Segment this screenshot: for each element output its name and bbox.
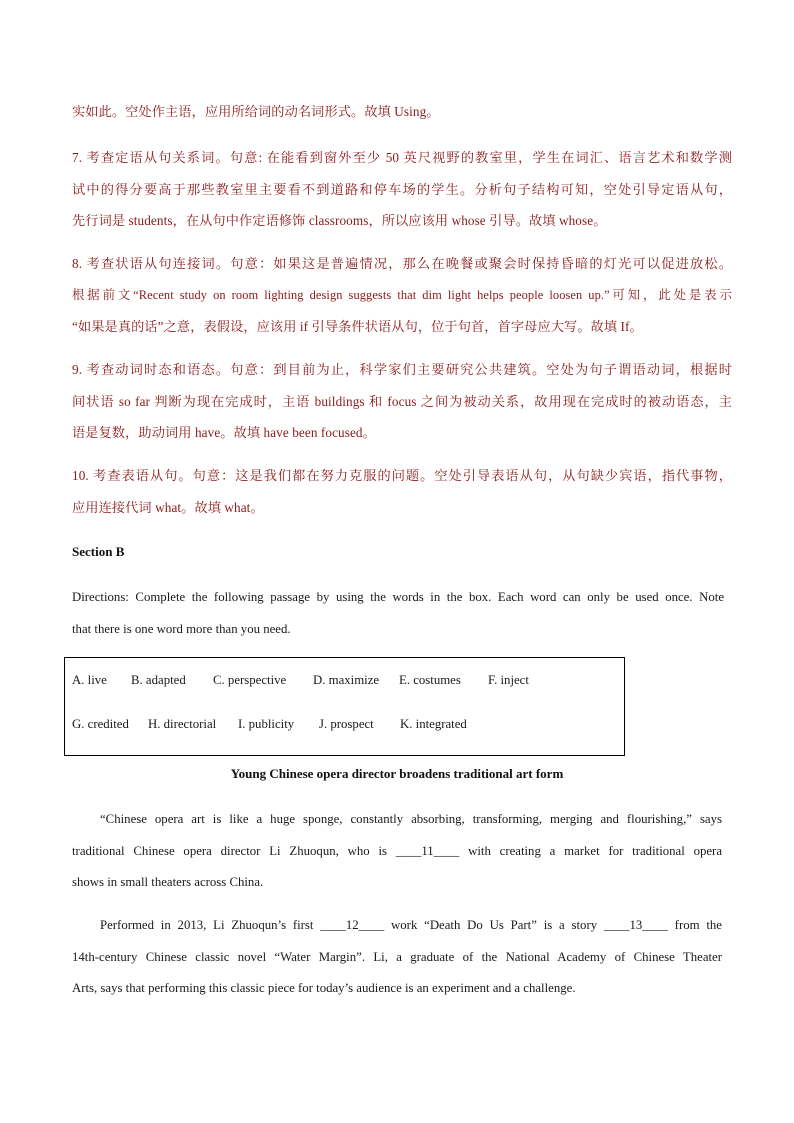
answer-line: 试中的得分要高于那些教室里主要看不到道路和停车场的学生。分析句子结构可知，空处引导定语从句， xyxy=(72,181,732,197)
answer-line: 先行词是 students，在从句中作定语修饰 classrooms，所以应该用 whose 引导。故填 whose。 xyxy=(72,213,607,228)
word-option: A. live xyxy=(72,673,107,687)
answer-line: 7. 考查定语从句关系词。句意: 在能看到窗外至少 50 英尺视野的教室里，学生在词汇、语言艺术和数学测 xyxy=(72,150,732,165)
answer-line: “如果是真的话”之意，表假设，应该用 if 引导条件状语从句，位于句首，首字母应大写。故填 If。 xyxy=(72,319,643,334)
answer-line: 根据前文“Recent study on room lighting design suggests that dim light helps people loosen up.”可知，此处是表示 xyxy=(72,287,732,302)
word-option: C. perspective xyxy=(213,673,287,687)
answer-10 xyxy=(72,460,732,523)
word-option: I. publicity xyxy=(238,717,295,731)
passage-line: Arts, says that performing this classic piece for today’s audience is an experiment and a challenge. xyxy=(72,981,576,995)
directions-line: Directions: Complete the following passage by using the words in the box. Each word can only be used once. Note xyxy=(72,590,724,604)
directions xyxy=(72,582,724,645)
answer-8 xyxy=(72,248,732,343)
word-option: J. prospect xyxy=(319,717,374,731)
answer-line: 语是复数，助动词用 have。故填 have been focused。 xyxy=(72,425,376,440)
word-option: K. integrated xyxy=(400,717,467,731)
word-box xyxy=(64,657,625,756)
answer-line: 9. 考查动词时态和语态。句意：到目前为止，科学家们主要研究公共建筑。空处为句子谓语动词，根据时 xyxy=(72,362,732,377)
answer-line: 实如此。空处作主语，应用所给词的动名词形式。故填 Using。 xyxy=(72,104,440,119)
word-option: F. inject xyxy=(488,673,529,687)
word-option: E. costumes xyxy=(399,673,461,687)
passage-line: shows in small theaters across China. xyxy=(72,875,264,889)
word-option: B. adapted xyxy=(131,673,186,687)
section-heading: Section B xyxy=(72,544,125,559)
word-option: H. directorial xyxy=(148,717,217,731)
directions-line: that there is one word more than you need. xyxy=(72,621,291,636)
answer-line: 10. 考查表语从句。句意：这是我们都在努力克服的问题。空处引导表语从句，从句缺少宾语，指代事物， xyxy=(72,468,732,483)
word-option: D. maximize xyxy=(313,673,380,687)
answer-9 xyxy=(72,354,732,449)
passage-paragraph xyxy=(72,910,722,1005)
passage-line: “Chinese opera art is like a huge sponge, constantly absorbing, transforming, merging and flourishing,” says xyxy=(100,812,722,826)
passage-line: Performed in 2013, Li Zhuoqun’s first ____12____ work “Death Do Us Part” is a story ____13____ from the xyxy=(100,918,722,932)
answer-line: 应用连接代词 what。故填 what。 xyxy=(72,499,264,515)
answer-6-tail xyxy=(72,96,732,128)
passage-title: Young Chinese opera director broadens traditional art form xyxy=(230,766,564,781)
answer-line: 8. 考查状语从句连接词。句意：如果这是普遍情况，那么在晚餐或聚会时保持昏暗的灯光可以促进放松。 xyxy=(72,256,732,271)
answer-line: 间状语 so far 判断为现在完成时，主语 buildings 和 focus 之间为被动关系，故用现在完成时的被动语态，主 xyxy=(72,393,732,409)
word-option: G. credited xyxy=(72,717,129,731)
passage-line: traditional Chinese opera director Li Zhuoqun, who is ____11____ with creating a market for traditional opera xyxy=(72,843,722,858)
answer-7 xyxy=(72,142,732,237)
passage-line: 14th-century Chinese classic novel “Water Margin”. Li, a graduate of the National Academy of Chinese Theater xyxy=(72,949,722,964)
passage-paragraph xyxy=(72,804,722,899)
